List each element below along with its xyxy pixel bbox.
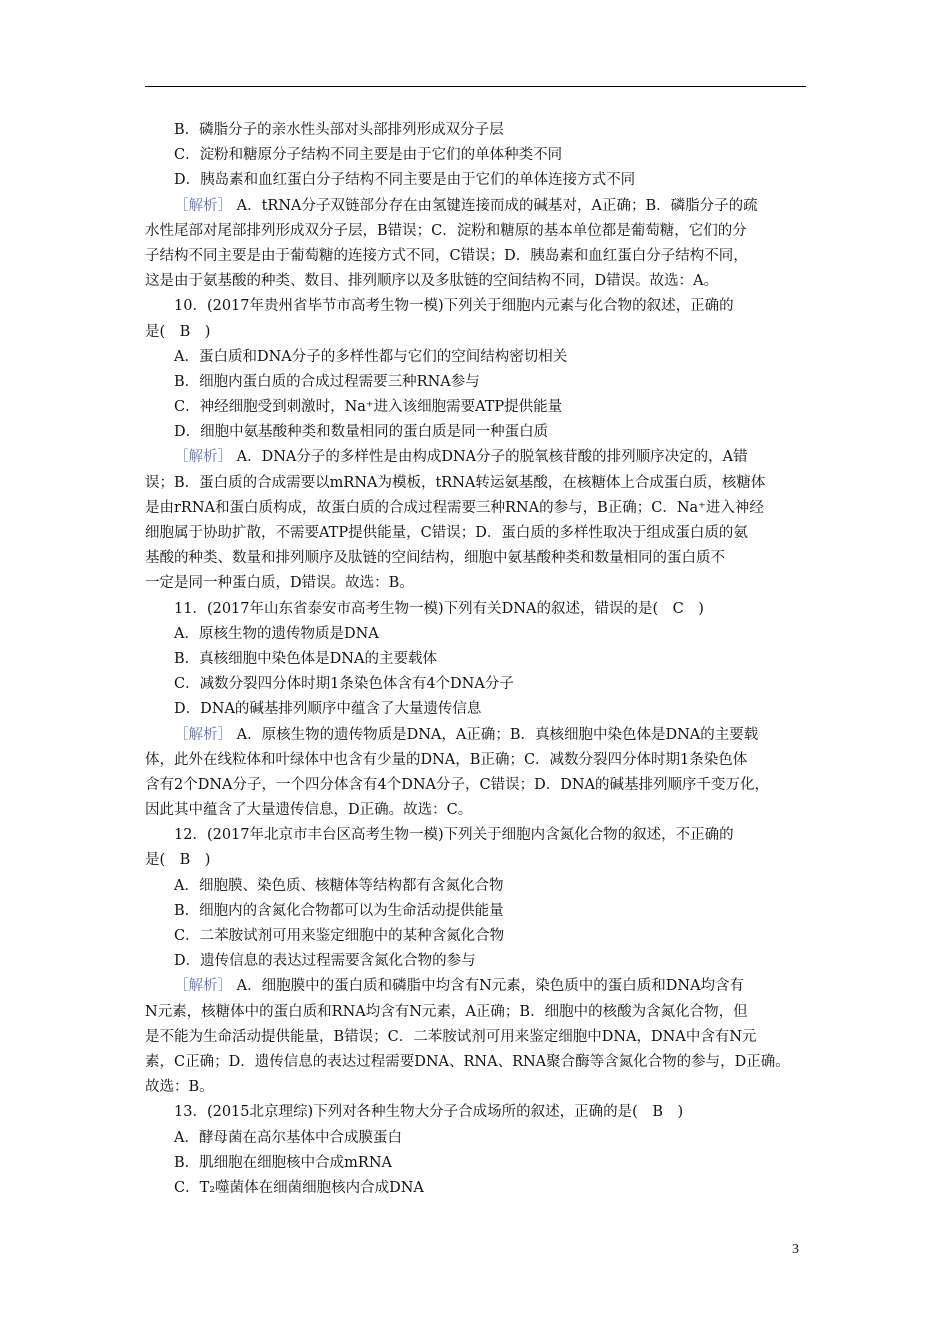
analysis-tag: ［解析］	[174, 449, 232, 466]
line-text: 是不能为生命活动提供能量，B错误；C．二苯胺试剂可用来鉴定细胞中DNA，DNA中含有N元	[145, 1028, 757, 1045]
text-line	[145, 168, 809, 193]
line-text: A．原核生物的遗传物质是DNA，A正确；B．真核细胞中染色体是DNA的主要载	[232, 726, 759, 743]
line-text: 体，此外在线粒体和叶绿体中也含有少量的DNA，B正确；C．减数分裂四分体时期1条染色体	[145, 751, 748, 768]
text-line	[145, 1176, 809, 1201]
line-text: 含有2个DNA分子，一个四分体含有4个DNA分子，C错误；D．DNA的碱基排列顺序千变万化，	[145, 776, 770, 793]
text-line	[145, 445, 809, 470]
text-line	[145, 370, 809, 395]
line-text: 是( B )	[145, 323, 211, 340]
line-text: 是( B )	[145, 852, 211, 869]
text-line	[145, 471, 809, 496]
text-line	[145, 269, 809, 294]
text-line	[145, 899, 809, 924]
text-line	[145, 1151, 809, 1176]
text-line	[145, 949, 809, 974]
line-text: B．细胞内蛋白质的合成过程需要三种RNA参与	[174, 373, 480, 390]
line-text: A．酵母菌在高尔基体中合成膜蛋白	[174, 1129, 402, 1146]
text-line	[145, 798, 809, 823]
header-rule	[145, 86, 806, 87]
text-line	[145, 597, 809, 622]
text-line	[145, 874, 809, 899]
line-text: 是由rRNA和蛋白质构成，故蛋白质的合成过程需要三种RNA的参与，B正确；C．Na⁺进入神经	[145, 499, 764, 516]
line-text: D．DNA的碱基排列顺序中蕴含了大量遗传信息	[174, 701, 482, 718]
text-line	[145, 571, 809, 596]
line-text: 故选：B。	[145, 1079, 214, 1096]
line-text: A．DNA分子的多样性是由构成DNA分子的脱氧核苷酸的排列顺序决定的，A错	[232, 449, 748, 466]
line-text: B．磷脂分子的亲水性头部对头部排列形成双分子层	[174, 122, 504, 138]
text-line	[145, 219, 809, 244]
line-text: B．真核细胞中染色体是DNA的主要载体	[174, 650, 437, 667]
text-line	[145, 118, 809, 143]
text-line	[145, 1025, 809, 1050]
text-line	[145, 1126, 809, 1151]
line-text: 素，C正确；D．遗传信息的表达过程需要DNA、RNA、RNA聚合酶等含氮化合物的参与，D正确。	[145, 1053, 790, 1070]
text-line	[145, 420, 809, 445]
line-text: A．细胞膜、染色质、核糖体等结构都有含氮化合物	[174, 877, 504, 894]
line-text: D．遗传信息的表达过程需要含氮化合物的参与	[174, 953, 476, 970]
line-text: 水性尾部对尾部排列形成双分子层，B错误；C．淀粉和糖原的基本单位都是葡萄糖，它们的分	[145, 222, 747, 239]
text-line	[145, 622, 809, 647]
line-text: 误；B．蛋白质的合成需要以mRNA为模板，tRNA转运氨基酸，在核糖体上合成蛋白质，核糖体	[145, 474, 766, 491]
text-line	[145, 345, 809, 370]
line-text: 10．(2017年贵州省毕节市高考生物一模)下列关于细胞内元素与化合物的叙述，正确的	[174, 298, 734, 315]
text-line	[145, 823, 809, 848]
text-line	[145, 723, 809, 748]
text-line	[145, 1075, 809, 1100]
text-line	[145, 1050, 809, 1075]
line-text: C．淀粉和糖原分子结构不同主要是由于它们的单体种类不同	[174, 147, 563, 164]
line-text: N元素，核糖体中的蛋白质和RNA均含有N元素，A正确；B．细胞中的核酸为含氮化合物，但	[145, 1003, 748, 1020]
text-line	[145, 395, 809, 420]
analysis-tag: ［解析］	[174, 197, 232, 214]
line-text: D．胰岛素和血红蛋白分子结构不同主要是由于它们的单体连接方式不同	[174, 172, 636, 189]
text-line	[145, 1000, 809, 1025]
line-text: 因此其中蕴含了大量遗传信息，D正确。故选：C。	[145, 802, 473, 819]
line-text: B．肌细胞在细胞核中合成mRNA	[174, 1154, 392, 1171]
line-text: 13．(2015北京理综)下列对各种生物大分子合成场所的叙述，正确的是( B )	[174, 1104, 684, 1121]
text-line	[145, 697, 809, 722]
text-line	[145, 496, 809, 521]
text-line	[145, 848, 809, 873]
line-text: C．T₂噬菌体在细菌细胞核内合成DNA	[174, 1179, 424, 1196]
analysis-tag: ［解析］	[174, 978, 232, 995]
line-text: C．神经细胞受到刺激时，Na⁺进入该细胞需要ATP提供能量	[174, 399, 563, 416]
text-line	[145, 1100, 809, 1125]
text-line	[145, 244, 809, 269]
text-line	[145, 294, 809, 319]
text-line	[145, 672, 809, 697]
line-text: A．tRNA分子双链部分存在由氢键连接而成的碱基对，A正确；B．磷脂分子的疏	[232, 197, 758, 214]
line-text: B．细胞内的含氮化合物都可以为生命活动提供能量	[174, 902, 504, 919]
text-line	[145, 647, 809, 672]
text-line	[145, 924, 809, 949]
line-text: 基酸的种类、数量和排列顺序及肽链的空间结构，细胞中氨基酸种类和数量相同的蛋白质不	[145, 550, 725, 567]
line-text: C．二苯胺试剂可用来鉴定细胞中的某种含氮化合物	[174, 928, 505, 944]
line-text: A．原核生物的遗传物质是DNA	[174, 625, 379, 642]
line-text: A．蛋白质和DNA分子的多样性都与它们的空间结构密切相关	[174, 348, 568, 365]
line-text: C．减数分裂四分体时期1条染色体含有4个DNA分子	[174, 676, 514, 693]
analysis-tag: ［解析］	[174, 726, 232, 743]
text-line	[145, 521, 809, 546]
line-text: D．细胞中氨基酸种类和数量相同的蛋白质是同一种蛋白质	[174, 424, 549, 441]
line-text: 11．(2017年山东省泰安市高考生物一模)下列有关DNA的叙述，错误的是( C )	[174, 600, 704, 617]
text-line	[145, 320, 809, 345]
text-line	[145, 773, 809, 798]
line-text: 子结构不同主要是由于葡萄糖的连接方式不同，C错误；D．胰岛素和血红蛋白分子结构不同，	[145, 247, 748, 264]
text-line	[145, 143, 809, 168]
line-text: 这是由于氨基酸的种类、数目、排列顺序以及多肽链的空间结构不同，D错误。故选：A。	[145, 273, 719, 290]
line-text: 12．(2017年北京市丰台区高考生物一模)下列关于细胞内含氮化合物的叙述，不正确的	[174, 827, 734, 844]
text-line	[145, 546, 809, 571]
text-line	[145, 748, 809, 773]
text-line	[145, 974, 809, 999]
page-number: 3	[792, 1242, 799, 1257]
line-text: A．细胞膜中的蛋白质和磷脂中均含有N元素，染色质中的蛋白质和DNA均含有	[232, 978, 745, 995]
text-line	[145, 194, 809, 219]
line-text: 一定是同一种蛋白质，D错误。故选：B。	[145, 575, 414, 592]
page-body	[145, 118, 809, 1201]
line-text: 细胞属于协助扩散，不需要ATP提供能量，C错误；D．蛋白质的多样性取决于组成蛋白质的氨	[145, 525, 748, 541]
